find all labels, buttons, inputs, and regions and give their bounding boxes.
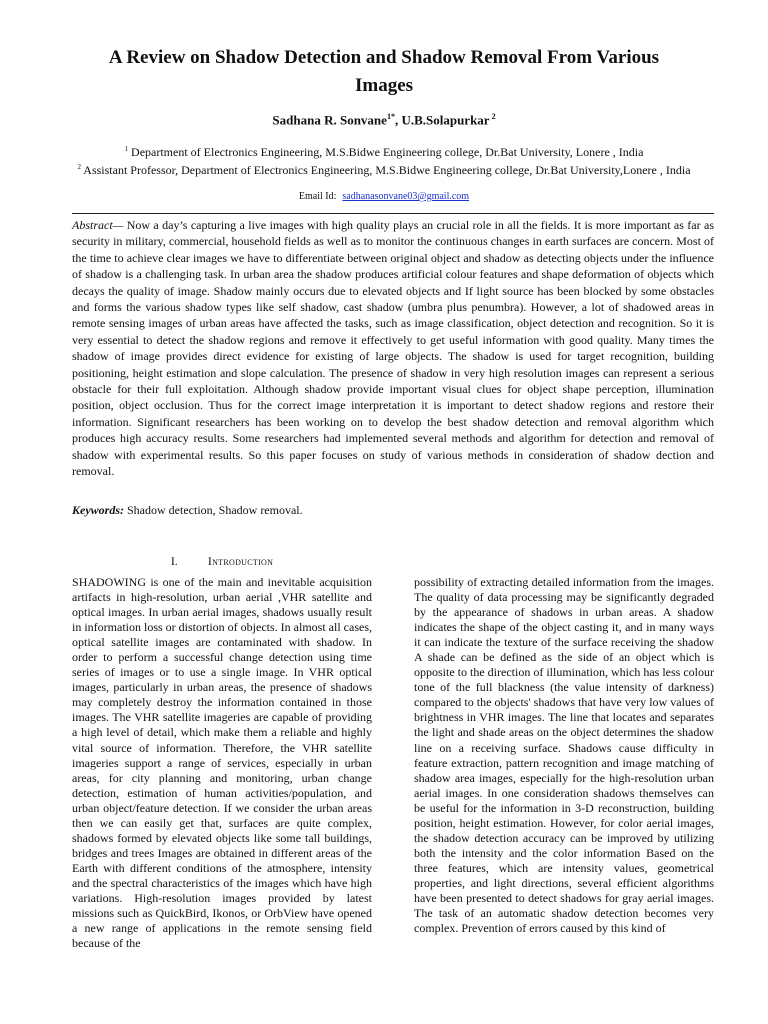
affiliation-2 [70,160,698,178]
section-number: I. [170,554,178,568]
intro-left-text: HADOWING is one of the main and inevitable acquisition artifacts in high-resolution, urban aerial ,VHR satellite and optical images. In urban aerial images, shadows usually result in information loss or distortion of objects. In almost all cases, optical satellite images are contaminated with shadow. In order to perform a successful change detection using time series of images or to use a single image. In VHR optical images, particularly in urban areas, the presence of shadows may completely destroy the information contained in those images. The VHR satellite imageries are capable of providing a high level of detail, which make them a reliable and highly vital source of information. Therefore, the VHR satellite imageries support a range of services, especially in urban areas, for city planning and monitoring, urban change detection, estimation of human activities/population, and urban object/feature detection. If we consider the urban areas then we can easily get that, surfaces are quite complex, shadows formed by elevated objects like some tall buildings, bridges and trees Images are obtained in different areas of the Earth with different conditions of the atmosphere, intensity and the spectral characteristics of the images which have high variations. High-resolution images provided by latest missions such as QuickBird, Ikonos, or OrbView have opened a new range of applications in the remote sensing field because of the [72,575,372,951]
email-line [0,191,768,202]
affiliation-1-marker: 1 [124,145,129,153]
affiliation-2-text: Assistant Professor, Department of Electronics Engineering, M.S.Bidwe Engineering college, Dr.Bat University,Lonere , India [80,163,691,177]
email-link[interactable]: sadhanasonvane03@gmail.com [342,191,470,202]
paper-title: A Review on Shadow Detection and Shadow Removal From Various Images [108,47,660,96]
section-title: Introduction [207,554,274,568]
section-heading [72,554,372,569]
keywords-label: Keywords: [72,503,124,517]
affiliation-1 [70,142,698,160]
intro-right-column [414,575,714,936]
author-2-marker: 2 [489,112,496,121]
header-divider [72,213,714,214]
affiliation-2-marker: 2 [77,163,81,171]
keywords [72,503,714,518]
keywords-text: Shadow detection, Shadow removal. [124,503,303,517]
author-line [0,112,768,128]
intro-right-text: possibility of extracting detailed information from the images. The quality of data processing may be significantly degraded by the appearance of shadows in urban areas. A shadow indicates the shape of the object casting it, and in many ways it can indicate the texture of the surface receiving the shadow A shade can be defined as the side of an object which is opposite to the direction of illumination, which has less colour tone of the full blackness (the value intensity of darkness) compared to the objects' shadows that have very low values of brightness in VHR images. The line that locates and separates the light and shade areas on the object determines the shadow line on a receiving surface. Shadows cause difficulty in feature extraction, pattern recognition and image matching of shadow area images, especially for the high-resolution urban aerial images. In one consideration shadows themselves can be useful for the information in 3-D reconstruction, building position, height estimation. However, for color aerial images, the shadow detection accuracy can be improved by utilizing both the intensity and the color information Based on the three features, which are intensity values, geometrical properties, and light directions, several efficient algorithms have been presented to detect shadows for gray aerial images. The task of an automatic shadow detection becomes very complex. Prevention of errors caused by this kind of [414,575,714,936]
author-2: U.B.Solapurkar [401,112,490,128]
intro-left-column [72,575,372,951]
email-label: Email Id: [298,191,337,202]
abstract-text: Now a day’s capturing a live images with high quality plays an crucial role in all the fields. It is more important as far as security in military, commercial, household fields as well as to monitor the continuous changes in earth surfaces are concern. Most of the time to achieve clear images we have to differentiate between original object and shadow as detecting objects under the influence of shadow is a challenging task. In urban area the shadow produces artificial colour features and shape deformation of objects which decays the quality of image. Shadow mainly occurs due to elevated objects and If light source has been blocked by some obstacles and forms the various shadow types like self shadow, cast shadow (umbra plus penumbra). However, a lot of shadowed areas in remote sensing images of urban areas have affected the tasks, such as image classification, object detection and recognition. So it is very essential to detect the shadow regions and remove it effectively to get useful information with good quality. Many times the shadow of image provides direct evidence for existing of large objects. The shadow is used for target recognition, building positioning, height estimation and slope calculation. The presence of shadow in very high resolution images can represent a serious obstacle for their full exploitation. Although shadow provide important visual clues for object shape perception, illumination position, object occlusion. Thus for the correct image interpretation it is important to detect shadow regions and restore their information. Significant researchers has been working on to develop the best shadow detection and removal algorithm which produces high accuracy results. Some researchers had implemented several methods and algorithm for detection and removal of shadow with experimental results. So this paper focuses on study of various methods in consideration of shadow dection and removal. [72,218,714,479]
abstract-label: Abstract— [72,218,124,232]
author-1: Sadhana R. Sonvane [272,112,387,128]
author-separator: , [394,112,402,128]
drop-cap: S [72,575,79,589]
affiliation-1-text: Department of Electronics Engineering, M.S.Bidwe Engineering college, Dr.Bat University, Lonere , India [128,145,644,159]
abstract [72,217,714,480]
author-1-marker: 1* [386,112,395,121]
